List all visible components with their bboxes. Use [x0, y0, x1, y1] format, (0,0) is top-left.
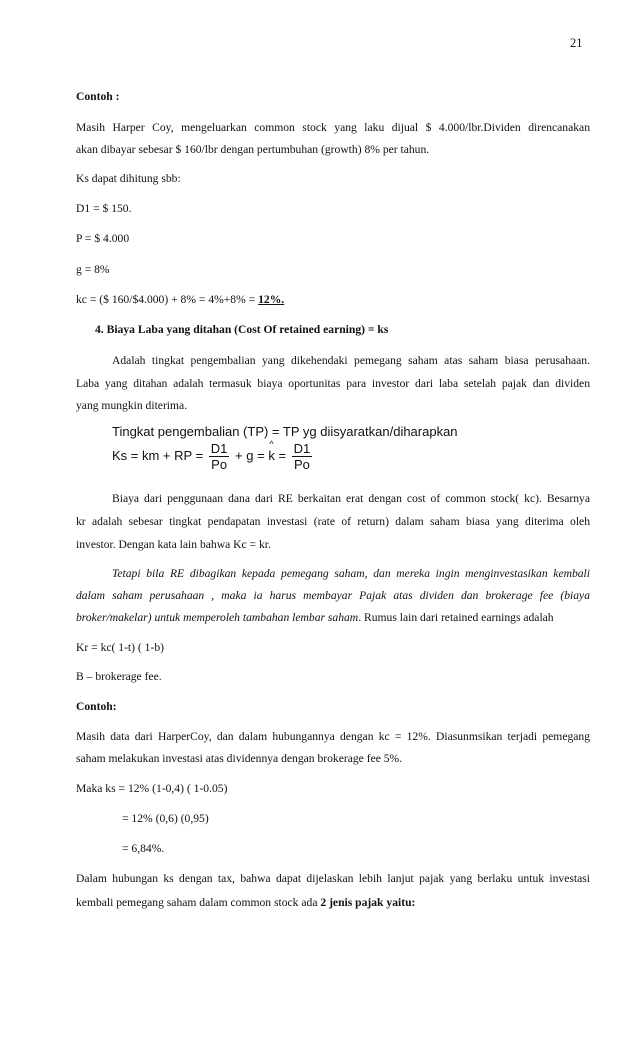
closing-bold: 2 jenis pajak yaitu: — [320, 896, 416, 909]
section-4-heading: 4. Biaya Laba yang ditahan (Cost Of retained earning) = ks — [95, 323, 389, 336]
contoh2-calc3: = 6,84%. — [122, 842, 165, 855]
contoh-paragraph-line1: Masih Harper Coy, mengeluarkan common stock yang laku dijual $ 4.000/lbr.Dividen direncanakan — [76, 121, 590, 134]
contoh2-calc1: Maka ks = 12% (1-0,4) ( 1-0.05) — [76, 782, 228, 795]
contoh2-heading: Contoh: — [76, 700, 117, 713]
closing-prefix: kembali pemegang saham dalam common stock ada — [76, 896, 318, 909]
section-4-line1: Adalah tingkat pengembalian yang dikehendaki pemegang saham atas saham biasa perusahaan. — [112, 354, 590, 367]
section-4-line2: Laba yang ditahan adalah termasuk biaya oportunitas para investor dari laba setelah pajak dan dividen — [76, 377, 590, 390]
fraction-numerator-2: D1 — [293, 441, 311, 456]
formula-ks-prefix: Ks = km + RP = — [112, 447, 204, 463]
d1-value: D1 = $ 150. — [76, 202, 132, 215]
kc-calculation — [76, 293, 284, 307]
paragraph-tetapi-line3 — [76, 611, 554, 625]
fraction-denominator-2: Po — [294, 457, 310, 472]
formula-middle: + g = — [235, 447, 265, 463]
contoh2-calc2: = 12% (0,6) (0,95) — [122, 812, 209, 825]
formula-ks — [112, 438, 314, 472]
paragraph-re-line3: investor. Dengan kata lain bahwa Kc = kr. — [76, 538, 271, 551]
fraction-d1-po-2 — [292, 441, 313, 472]
paragraph-tetapi-line1: Tetapi bila RE dibagikan kepada pemegang saham, dan mereka ingin menginvestasikan kembali — [112, 567, 590, 580]
p-value: P = $ 4.000 — [76, 232, 130, 245]
kc-prefix: kc = ($ 160/$4.000) + 8% = 4%+8% = — [76, 293, 256, 306]
contoh2-line2: saham melakukan investasi atas dividennya dengan brokerage fee 5%. — [76, 752, 403, 765]
paragraph-re-line1: Biaya dari penggunaan dana dari RE berkaitan erat dengan cost of common stock( kc). Besarnya — [112, 492, 590, 505]
ks-calc-intro: Ks dapat dihitung sbb: — [76, 172, 181, 185]
hat-caret: ^ — [269, 438, 274, 449]
formula-equals: = — [278, 447, 287, 463]
k-hat-symbol: ^ k — [268, 438, 275, 463]
contoh2-line1: Masih data dari HarperCoy, dan dalam hubungannya dengan kc = 12%. Diasunmsikan terjadi pemegang — [76, 730, 590, 743]
paragraph-tetapi-line2: dalam saham perusahaan , maka ia harus membayar Pajak atas dividen dan brokerage fee (biaya — [76, 589, 590, 602]
contoh-paragraph-line2: akan dibayar sebesar $ 160/lbr dengan pertumbuhan (growth) 8% per tahun. — [76, 143, 430, 156]
fraction-d1-po — [209, 441, 230, 472]
tetapi-italic-part: broker/makelar) untuk memperoleh tambahan lembar saham — [76, 611, 359, 624]
brokerage-note: B – brokerage fee. — [76, 670, 162, 683]
fraction-denominator: Po — [211, 457, 228, 472]
page-number: 21 — [570, 36, 583, 50]
paragraph-re-line2: kr adalah sebesar tingkat pendapatan investasi (rate of return) dalam saham biasa yang diterima oleh — [76, 515, 590, 528]
kr-formula: Kr = kc( 1-t) ( 1-b) — [76, 641, 164, 654]
contoh-heading: Contoh : — [76, 90, 120, 103]
kc-result: 12%. — [258, 293, 285, 306]
formula-tingkat-pengembalian: Tingkat pengembalian (TP) = TP yg diisyaratkan/diharapkan — [112, 424, 458, 439]
closing-line1: Dalam hubungan ks dengan tax, bahwa dapat dijelaskan lebih lanjut pajak yang berlaku untuk investasi — [76, 872, 590, 885]
closing-line2 — [76, 896, 415, 910]
section-4-line3: yang mungkin diterima. — [76, 399, 188, 412]
fraction-numerator: D1 — [210, 441, 228, 456]
tetapi-regular-part: . Rumus lain dari retained earnings adalah — [358, 611, 554, 624]
g-value: g = 8% — [76, 263, 110, 276]
